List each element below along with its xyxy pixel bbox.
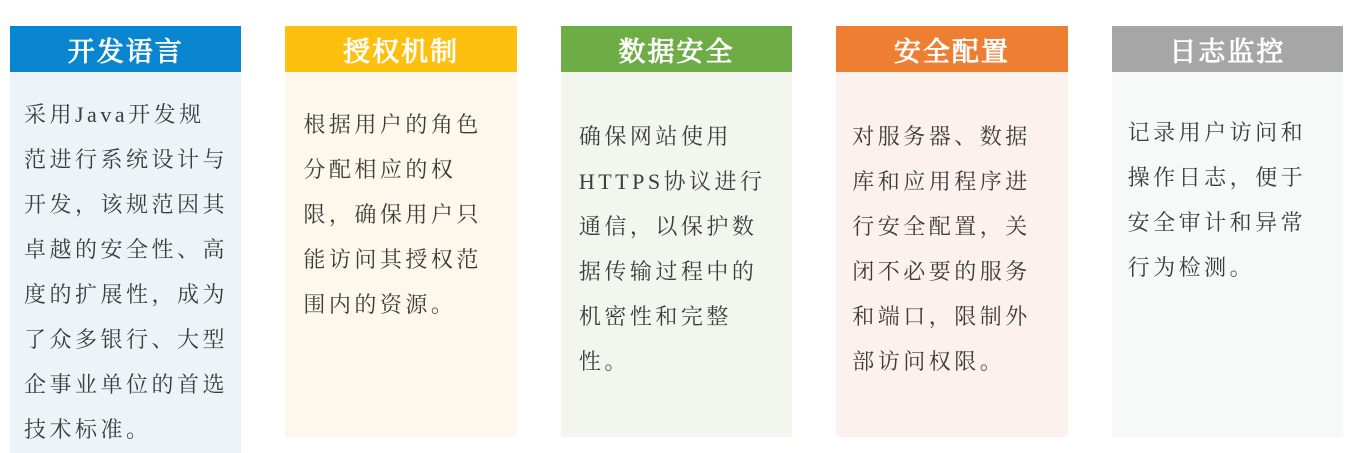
card-security-config-text: 对服务器、数据库和应用程序进行安全配置，关闭不必要的服务和端口，限制外部访问权限。 <box>852 124 1031 374</box>
card-log-monitoring-title: 日志监控 <box>1169 36 1286 67</box>
card-dev-language <box>10 26 241 442</box>
card-data-security <box>561 26 792 437</box>
card-security-config-title: 安全配置 <box>893 36 1010 67</box>
card-authorization-header <box>285 26 516 72</box>
card-log-monitoring <box>1112 26 1343 437</box>
card-log-monitoring-body <box>1112 72 1343 437</box>
card-dev-language-body <box>10 72 241 453</box>
card-data-security-title: 数据安全 <box>618 36 735 67</box>
card-data-security-body <box>561 72 792 437</box>
card-authorization <box>285 26 516 437</box>
card-authorization-body <box>285 72 516 437</box>
card-data-security-text: 确保网站使用HTTPS协议进行通信，以保护数据传输过程中的机密性和完整性。 <box>578 124 766 374</box>
card-authorization-title: 授权机制 <box>343 36 460 67</box>
card-dev-language-title: 开发语言 <box>67 36 184 67</box>
card-security-config-header <box>836 26 1067 72</box>
card-dev-language-header <box>10 26 241 72</box>
card-log-monitoring-text: 记录用户访问和操作日志，便于安全审计和异常行为检测。 <box>1127 120 1307 280</box>
card-dev-language-text: 采用Java开发规范进行系统设计与开发，该规范因其卓越的安全性、高度的扩展性，成为了众多银行、大型企事业单位的首选技术标准。 <box>24 102 229 442</box>
card-data-security-header <box>561 26 792 72</box>
card-security-config-body <box>836 72 1067 437</box>
card-log-monitoring-header <box>1112 26 1343 72</box>
card-authorization-text: 根据用户的角色分配相应的权限，确保用户只能访问其授权范围内的资源。 <box>303 112 482 317</box>
card-security-config <box>836 26 1067 437</box>
